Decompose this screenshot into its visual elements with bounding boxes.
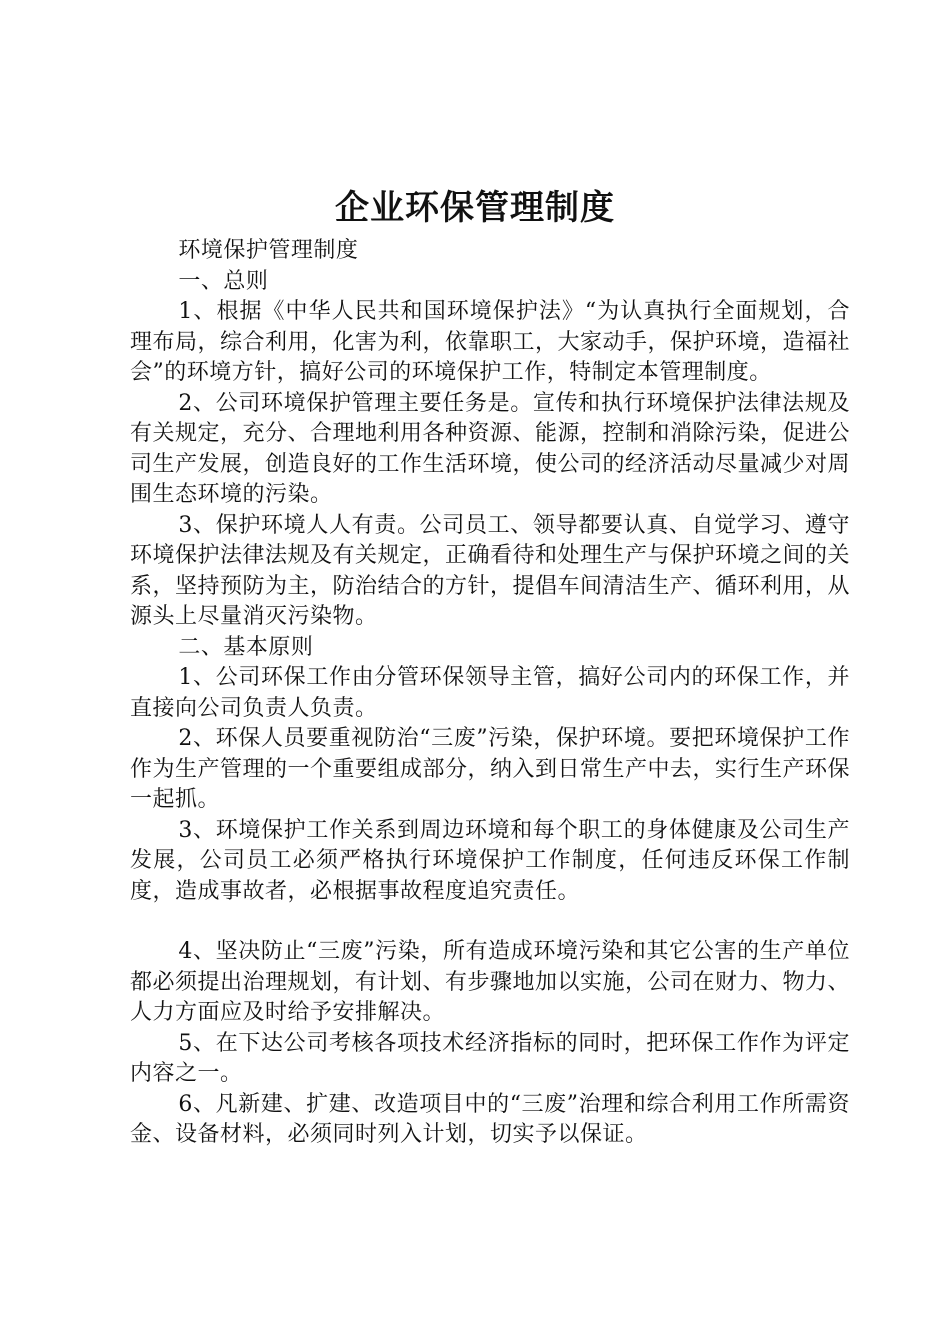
paragraph-principle-1: 1、公司环保工作由分管环保领导主管，搞好公司内的环保工作，并直接向公司负责人负责。 [130,665,850,721]
paragraph-general-3: 3、保护环境人人有责。公司员工、领导都要认真、自觉学习、遵守环境保护法律法规及有关规定，正确看待和处理生产与保护环境之间的关系，坚持预防为主，防治结合的方针，提倡车间清洁生产、循环利用，从源头上尽量消灭污染物。 [130,512,851,629]
paragraph-general-2: 2、公司环境保护管理主要任务是。宣传和执行环境保护法律法规及有关规定，充分、合理地利用各种资源、能源，控制和消除污染，促进公司生产发展，创造良好的工作生活环境，使公司的经济活动尽量减少对周围生态环境的污染。 [130,390,851,507]
section-heading-general: 一、总则 [178,268,269,294]
paragraph-principle-3: 3、环境保护工作关系到周边环境和每个职工的身体健康及公司生产发展，公司员工必须严格执行环境保护工作制度，任何违反环保工作制度，造成事故者，必根据事故程度追究责任。 [130,817,850,904]
section-subtitle: 环境保护管理制度 [178,238,359,263]
section-heading-principles: 二、基本原则 [178,634,314,660]
document-title: 企业环保管理制度 [335,188,615,228]
paragraph-general-1: 1、根据《中华人民共和国环境保护法》“为认真执行全面规划，合理布局，综合利用，化害为利，依靠职工，大家动手，保护环境，造福社会”的环境方针，搞好公司的环境保护工作，特制定本管理制度。 [130,299,851,385]
paragraph-principle-5: 5、在下达公司考核各项技术经济指标的同时，把环保工作作为评定内容之一。 [130,1030,850,1086]
paragraph-principle-6: 6、凡新建、扩建、改造项目中的“三废”治理和综合利用工作所需资金、设备材料，必须同时列入计划，切实予以保证。 [130,1091,850,1147]
paragraph-principle-4: 4、坚决防止“三废”污染，所有造成环境污染和其它公害的生产单位都必须提出治理规划，有计划、有步骤地加以实施，公司在财力、物力、人力方面应及时给予安排解决。 [130,939,851,1025]
document-body [130,236,850,1151]
paragraph-principle-2: 2、环保人员要重视防治“三废”污染，保护环境。要把环境保护工作作为生产管理的一个重要组成部分，纳入到日常生产中去，实行生产环保一起抓。 [130,726,851,812]
